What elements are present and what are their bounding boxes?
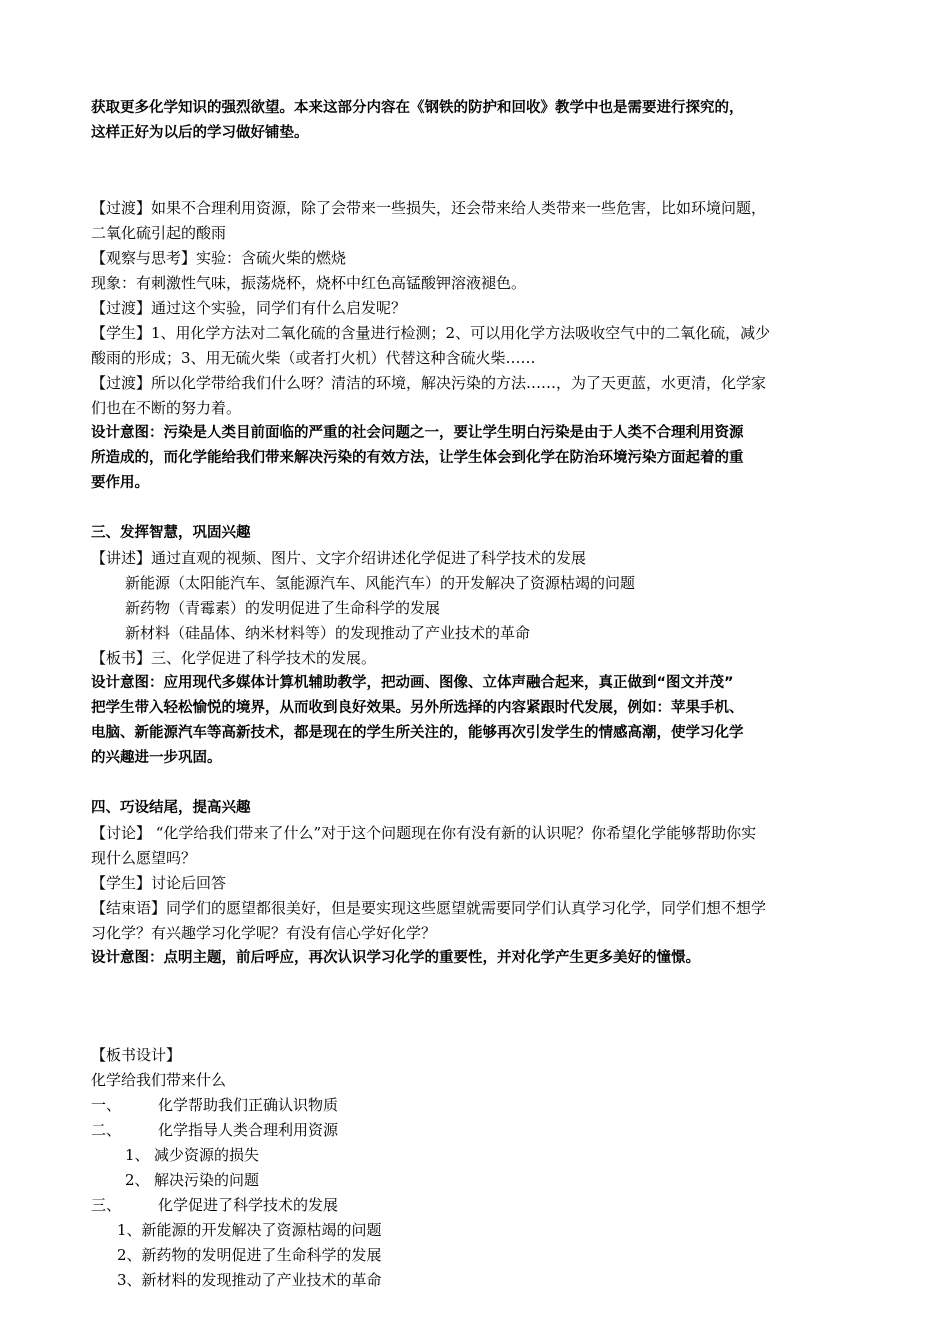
- board-item: [91, 1118, 871, 1143]
- design-intent-text: 这样正好为以后的学习做好铺垫。: [91, 125, 309, 141]
- design-intent-text: 设计意图：应用现代多媒体计算机辅助教学，把动画、图像、立体声融合起来，真正做到“图文并茂”: [91, 675, 734, 691]
- paragraph-line: 【讨论】 “化学给我们带来了什么”对于这个问题现在你有没有新的认识呢？你希望化学能够帮助你实: [91, 824, 757, 842]
- board-subitem: 1、新能源的开发解决了资源枯竭的问题: [117, 1221, 382, 1239]
- paragraph-line: 【学生】讨论后回答: [91, 874, 227, 892]
- paragraph-line: 【过渡】如果不合理利用资源，除了会带来一些损失，还会带来给人类带来一些危害，比如环境问题，: [91, 199, 767, 217]
- section-heading: 四、巧设结尾，提高兴趣: [91, 800, 251, 816]
- board-item: [91, 1093, 871, 1118]
- paragraph-line: 新能源（太阳能汽车、氢能源汽车、风能汽车）的开发解决了资源枯竭的问题: [125, 574, 636, 592]
- board-item-number: 二、: [91, 1121, 122, 1139]
- board-subitem-text: 减少资源的损失: [154, 1146, 260, 1164]
- paragraph-line: 二氧化硫引起的酸雨: [91, 224, 227, 242]
- design-intent-text: 设计意图：污染是人类目前面临的严重的社会问题之一，要让学生明白污染是由于人类不合理利用资源: [91, 425, 744, 441]
- board-item-text: 化学指导人类合理利用资源: [158, 1121, 339, 1139]
- paragraph-line: 现什么愿望吗？: [91, 849, 197, 867]
- paragraph-line: 【观察与思考】实验：含硫火柴的燃烧: [91, 249, 347, 267]
- paragraph-line: 【讲述】通过直观的视频、图片、文字介绍讲述化学促进了科学技术的发展: [91, 549, 587, 567]
- board-subitem: 2、新药物的发明促进了生命科学的发展: [117, 1246, 382, 1264]
- design-intent-text: 电脑、新能源汽车等高新技术，都是现在的学生所关注的，能够再次引发学生的情感高潮，使学习化学: [91, 725, 744, 741]
- board-subitem-number: 1、: [125, 1146, 150, 1164]
- board-subitem-text: 解决污染的问题: [154, 1171, 260, 1189]
- design-intent-text: 获取更多化学知识的强烈欲望。本来这部分内容在《钢铁的防护和回收》教学中也是需要进行探究的，: [91, 100, 744, 116]
- paragraph-line: 【过渡】所以化学带给我们什么呀？清洁的环境，解决污染的方法……，为了天更蓝，水更清，化学家: [91, 374, 767, 392]
- design-intent-text: 把学生带入轻松愉悦的境界，从而收到良好效果。另外所选择的内容紧跟时代发展，例如：苹果手机、: [91, 700, 744, 716]
- design-intent-text: 设计意图：点明主题，前后呼应，再次认识学习化学的重要性，并对化学产生更多美好的憧憬。: [91, 950, 700, 966]
- board-subitem-number: 2、: [125, 1171, 150, 1189]
- design-intent-text: 要作用。: [91, 475, 149, 491]
- board-item-number: 一、: [91, 1096, 122, 1114]
- paragraph-line: 【学生】1、用化学方法对二氧化硫的含量进行检测；2、可以用化学方法吸收空气中的二氧化硫，减少: [91, 324, 771, 342]
- paragraph-line: 【过渡】通过这个实验，同学们有什么启发呢？: [91, 299, 407, 317]
- paragraph-line: 们也在不断的努力着。: [91, 399, 242, 417]
- paragraph-line: 酸雨的形成；3、用无硫火柴（或者打火机）代替这种含硫火柴……: [91, 349, 536, 367]
- section-heading: 三、发挥智慧，巩固兴趣: [91, 525, 251, 541]
- document-body: [91, 96, 871, 1293]
- design-intent-text: 的兴趣进一步巩固。: [91, 750, 222, 766]
- paragraph-line: 【板书】三、化学促进了科学技术的发展。: [91, 649, 377, 667]
- paragraph-line: 【结束语】同学们的愿望都很美好，但是要实现这些愿望就需要同学们认真学习化学，同学们想不想学: [91, 899, 767, 917]
- board-subitem: [91, 1168, 871, 1193]
- board-subitem: [91, 1143, 871, 1168]
- paragraph-line: 习化学？有兴趣学习化学呢？有没有信心学好化学？: [91, 924, 437, 942]
- board-item-text: 化学促进了科学技术的发展: [158, 1196, 339, 1214]
- design-intent-text: 所造成的，而化学能给我们带来解决污染的有效方法，让学生体会到化学在防治环境污染方面起着的重: [91, 450, 744, 466]
- board-item-text: 化学帮助我们正确认识物质: [158, 1096, 339, 1114]
- board-subitem: 3、新材料的发现推动了产业技术的革命: [117, 1271, 382, 1289]
- paragraph-line: 新材料（硅晶体、纳米材料等）的发现推动了产业技术的革命: [125, 624, 531, 642]
- paragraph-line: 现象：有刺激性气味，振荡烧杯，烧杯中红色高锰酸钾溶液褪色。: [91, 274, 527, 292]
- board-design-subtitle: 化学给我们带来什么: [91, 1071, 227, 1089]
- board-design-title: 【板书设计】: [91, 1046, 182, 1064]
- board-item-number: 三、: [91, 1196, 122, 1214]
- board-item: [91, 1193, 871, 1218]
- paragraph-line: 新药物（青霉素）的发明促进了生命科学的发展: [125, 599, 441, 617]
